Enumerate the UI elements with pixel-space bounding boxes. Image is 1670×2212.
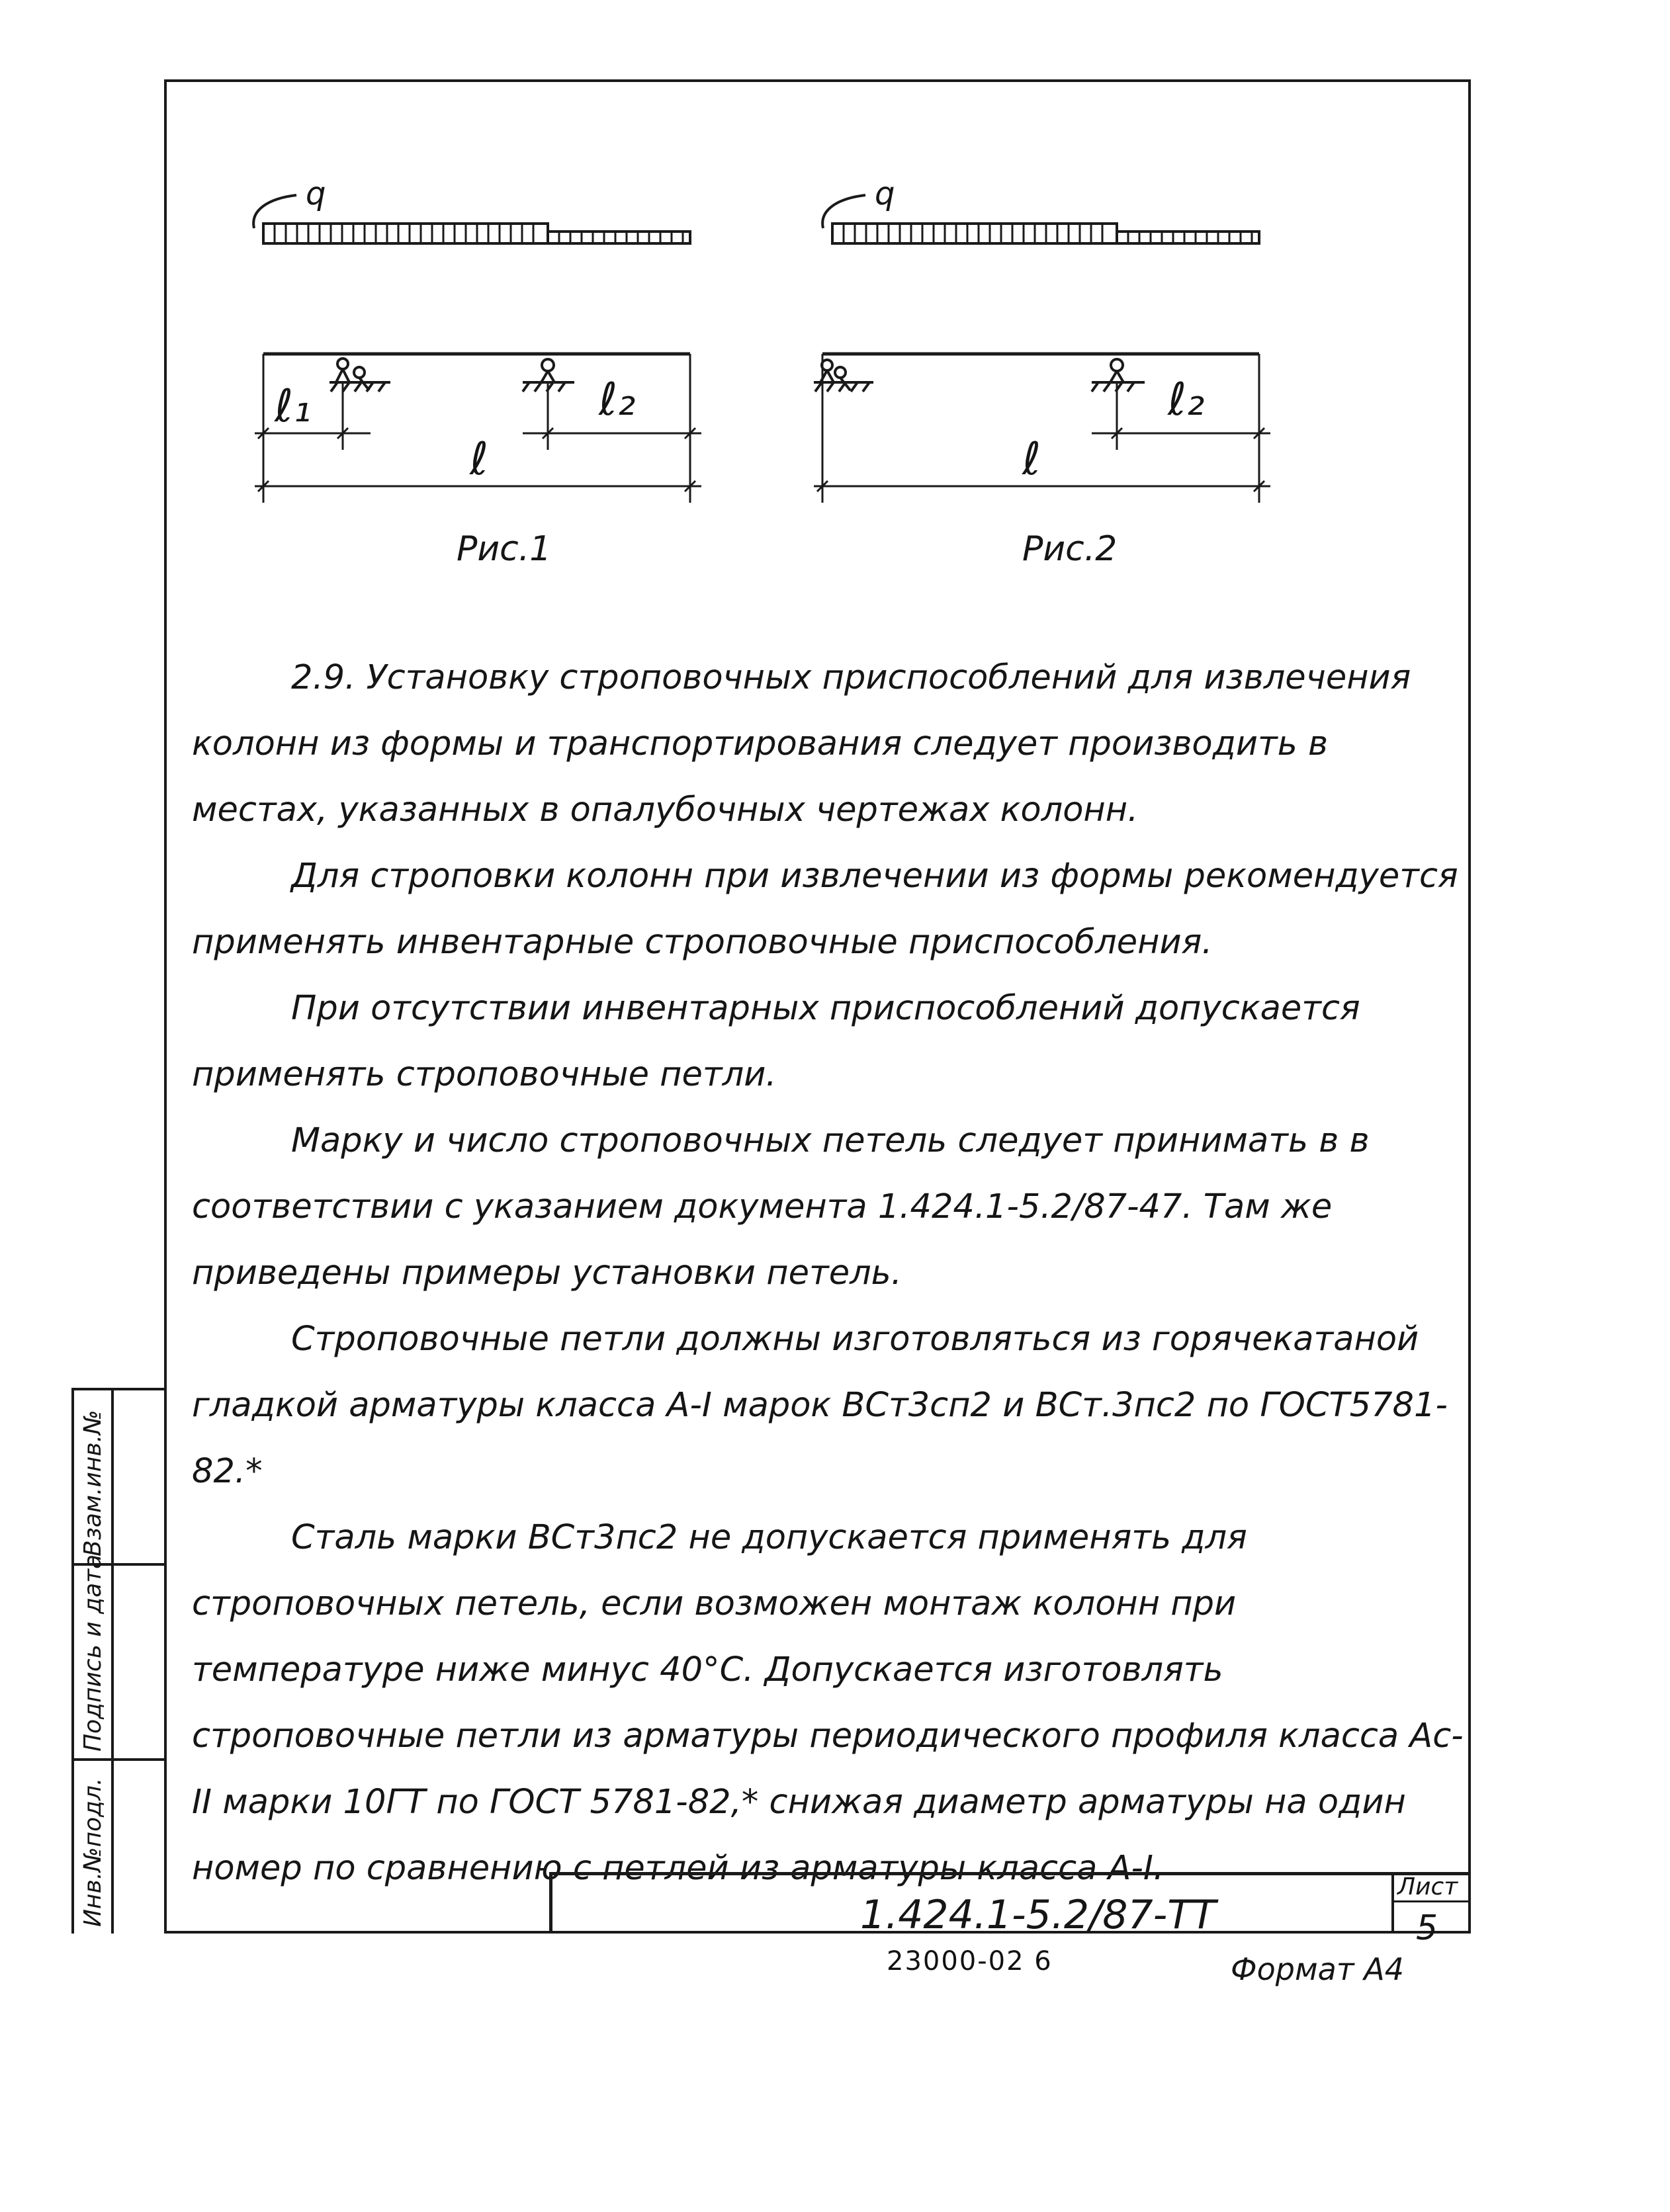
body-text bbox=[192, 645, 1466, 1902]
paragraph-2-9: 2.9. Установку строповочных приспособлений для извлечения колонн из формы и транспортирования следует производить в местах, указанных в опалубочных чертежах колонн. bbox=[192, 658, 1411, 830]
title-block-sheet-hline bbox=[1391, 1900, 1471, 1902]
fig2-span-right-label: ℓ₂ bbox=[1168, 374, 1205, 426]
paragraph-material: Строповочные петли должны изготовляться из горячекатаной гладкой арматуры класса А-I марок ВСт3сп2 и ВСт.3пс2 по ГОСТ5781-82.* bbox=[192, 1320, 1448, 1491]
stamp-row-2 bbox=[71, 1758, 164, 1761]
title-block-left-line bbox=[549, 1872, 552, 1934]
order-number: 23000-02 6 bbox=[887, 1946, 1053, 1977]
stamp-signature-date-label: Подпись и дата bbox=[79, 1554, 107, 1752]
document-code: 1.424.1-5.2/87-ТТ bbox=[860, 1892, 1216, 1938]
fig2-caption: Рис.2 bbox=[1022, 529, 1118, 569]
sheet-label: Лист bbox=[1397, 1873, 1458, 1900]
stamp-inv-no-label: Инв.№подл. bbox=[79, 1777, 107, 1927]
title-block-top-line bbox=[549, 1872, 1471, 1875]
paragraph-steel-restriction: Сталь марки ВСт3пс2 не допускается применять для строповочных петель, если возможен монтаж колонн при температуре ниже минус 40°С. Допускается изготовлять строповочные петли из арматуры периодического профиля класса Ас-II марки 10ГТ по ГОСТ 5781-82,* снижая диаметр арматуры на один номер по сравнению с петлей из арматуры класса А-I. bbox=[192, 1518, 1464, 1888]
fig1-span-right-label: ℓ₂ bbox=[599, 374, 636, 426]
paragraph-absence: При отсутствии инвентарных приспособлений допускается применять строповочные петли. bbox=[192, 989, 1360, 1094]
format-label: Формат А4 bbox=[1231, 1951, 1404, 1987]
fig2-load-label: q bbox=[875, 175, 895, 212]
margin-stamp bbox=[71, 1388, 164, 1934]
fig1-caption: Рис.1 bbox=[457, 529, 552, 569]
stamp-border-left bbox=[71, 1388, 74, 1934]
stamp-row-top bbox=[71, 1388, 164, 1390]
fig1-load-label: q bbox=[306, 175, 326, 212]
paragraph-mark-number: Марку и число строповочных петель следует принимать в в соответствии с указанием документа 1.424.1-5.2/87-47. Там же приведены примеры установки петель. bbox=[192, 1121, 1370, 1293]
sheet-number: 5 bbox=[1416, 1908, 1438, 1948]
paragraph-stropovka: Для строповки колонн при извлечении из формы рекомендуется применять инвентарные строповочные приспособления. bbox=[192, 857, 1458, 962]
fig2-span-total-label: ℓ bbox=[1022, 433, 1041, 486]
stamp-divider bbox=[111, 1388, 114, 1934]
fig1-span-total-label: ℓ bbox=[470, 433, 489, 486]
fig1-span-left-label: ℓ₁ bbox=[275, 380, 312, 433]
title-block-sheet-divider bbox=[1391, 1872, 1394, 1934]
stamp-replace-inv-label: Взам.инв.№ bbox=[79, 1410, 107, 1556]
